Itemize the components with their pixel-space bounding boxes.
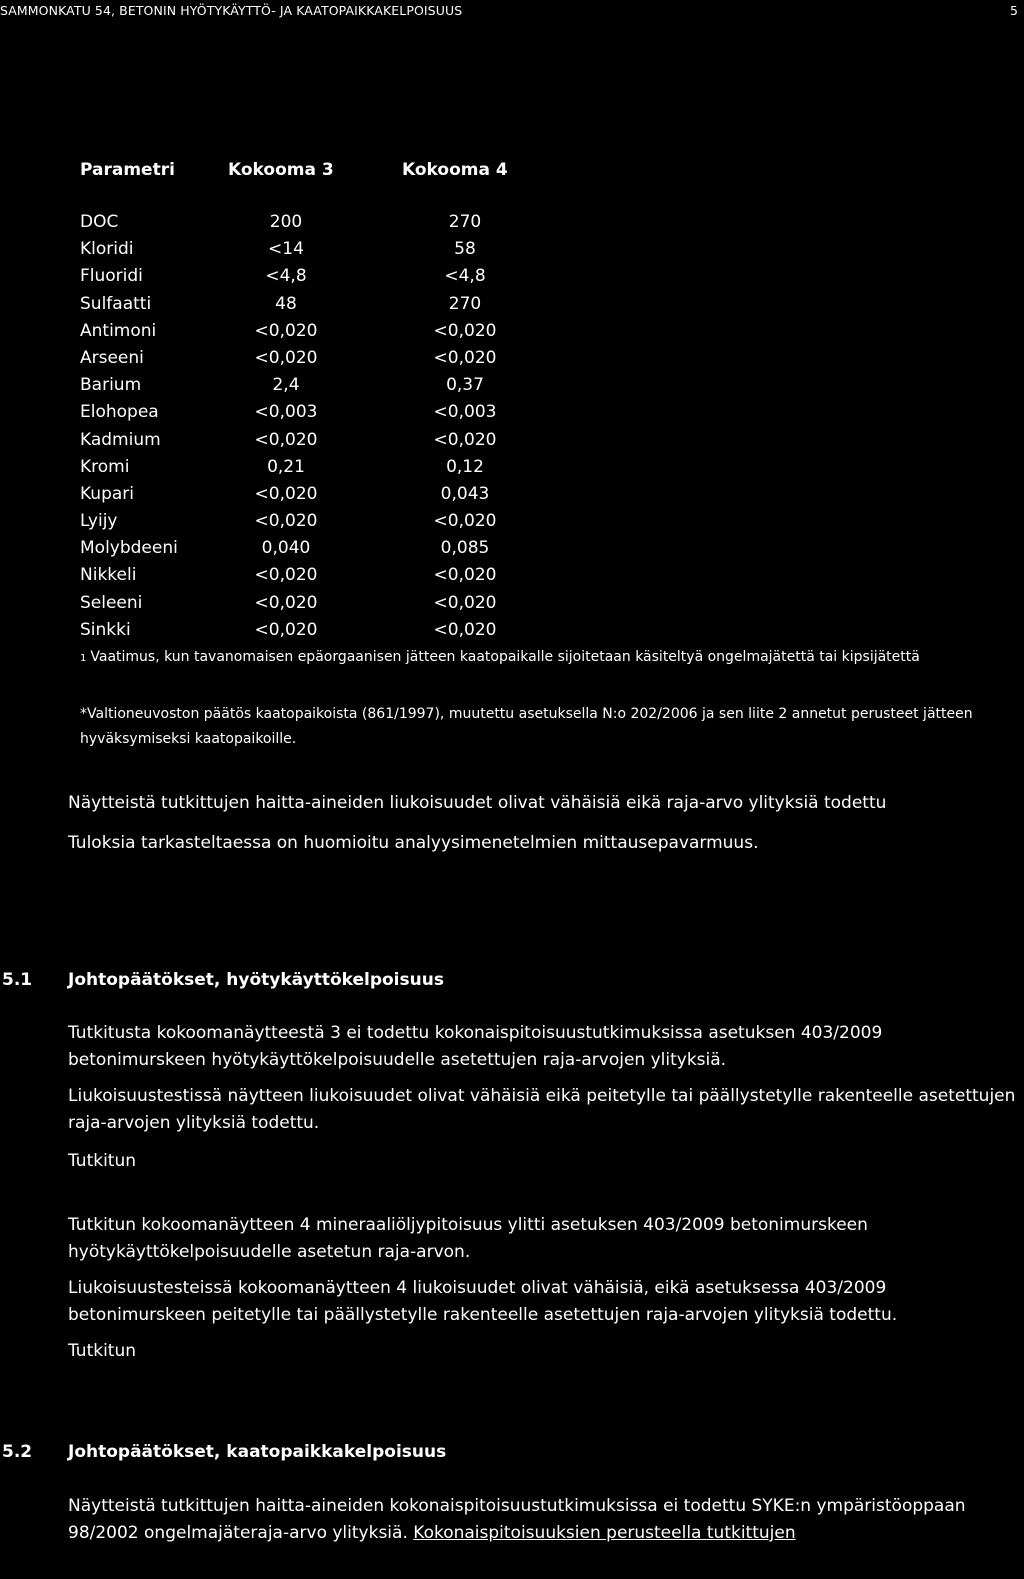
cell-parameter: [80, 538, 178, 558]
cell-parameter: [80, 212, 118, 232]
cell-parameter-value: Nikkeli: [80, 565, 137, 586]
cell-sample-3-value: 0,21: [267, 456, 305, 477]
table-row: [80, 511, 560, 538]
cell-sample-3-value: 200: [269, 212, 303, 232]
table-row: [80, 375, 560, 402]
table-row: [80, 321, 560, 348]
cell-sample-4-value: <0,020: [433, 429, 497, 450]
cell-parameter: [80, 593, 142, 613]
cell-parameter: [80, 266, 143, 286]
footnote-marker: 1: [80, 653, 87, 664]
cell-sample-3-value: 0,040: [261, 538, 311, 559]
cell-sample-3-value: <0,020: [254, 619, 318, 640]
cell-sample-3-value: <14: [268, 239, 304, 260]
cell-parameter: [80, 457, 129, 477]
cell-sample-3-value: <0,020: [254, 511, 318, 532]
cell-parameter-value: Molybdeeni: [80, 538, 178, 559]
section-5-1-paragraph: Tutkitun: [68, 1341, 137, 1361]
cell-sample-3-value: <0,020: [254, 483, 318, 504]
cell-sample-4-value: 0,085: [440, 538, 490, 559]
cell-parameter: [80, 375, 141, 395]
cell-sample-3-value: <0,020: [254, 592, 318, 613]
table-row: [80, 593, 560, 620]
section-5-1-title: Johtopäätökset, hyötykäyttökelpoisuus: [68, 970, 444, 990]
page-header: SAMMONKATU 54, BETONIN HYÖTYKÄYTTÖ- JA KAATOPAIKKAKELPOISUUS: [0, 3, 463, 18]
cell-sample-3-value: <0,020: [254, 347, 318, 368]
cell-sample-4-value: <0,020: [433, 565, 497, 586]
cell-sample-3-value: 2,4: [272, 375, 300, 396]
section-5-1-paragraph: Tutkitun kokoomanäytteen 4 mineraaliöljypitoisuus ylitti asetuksen 403/2009 betonimurskeen hyötykäyttökelpoisuudelle asetetun raja-arvon.: [68, 1215, 868, 1262]
cell-parameter-value: Sinkki: [80, 619, 131, 640]
cell-sample-4-value: <0,020: [433, 619, 497, 640]
table-row: [80, 620, 560, 647]
cell-sample-3-value: <0,020: [254, 429, 318, 450]
cell-parameter: [80, 430, 161, 450]
cell-sample-4-value: 0,37: [446, 375, 484, 396]
table-row: [80, 212, 560, 239]
table-row: [80, 266, 560, 293]
cell-parameter-value: Elohopea: [80, 402, 159, 423]
table-row: [80, 239, 560, 266]
cell-parameter: [80, 565, 136, 585]
page-number: 5: [1010, 3, 1018, 18]
table-row: [80, 484, 560, 511]
table-row: [80, 457, 560, 484]
table-row: [80, 538, 560, 565]
cell-parameter: [80, 620, 131, 640]
section-5-2-number: 5.2: [2, 1442, 33, 1462]
section-5-2-underlined-text: Kokonaispitoisuuksien perusteella tutkittujen: [413, 1523, 796, 1543]
table-row: [80, 402, 560, 429]
cell-parameter-value: Kadmium: [80, 429, 161, 450]
table-row: [80, 430, 560, 457]
cell-parameter-value: Kromi: [80, 456, 130, 477]
cell-sample-4-value: <0,020: [433, 347, 497, 368]
cell-sample-4-value: 270: [448, 293, 482, 314]
cell-parameter-value: Arseeni: [80, 347, 144, 368]
footnote-1: [80, 645, 1018, 670]
results-paragraph-1: Näytteistä tutkittujen haitta-aineiden liukoisuudet olivat vähäisiä eikä raja-arvo ylityksiä todettu: [68, 793, 887, 813]
cell-sample-3-value: <0,003: [254, 402, 318, 423]
results-paragraph-2: Tuloksia tarkasteltaessa on huomioitu analyysimenetelmien mittausepavarmuus.: [68, 833, 759, 853]
cell-parameter-value: Fluoridi: [80, 266, 143, 287]
cell-sample-4-value: <0,020: [433, 592, 497, 613]
cell-sample-4-value: 0,12: [446, 456, 484, 477]
cell-sample-4-value: <0,020: [433, 511, 497, 532]
cell-sample-4-value: <4,8: [444, 266, 486, 287]
cell-parameter-value: Sulfaatti: [80, 293, 152, 314]
footnote-1-text: Vaatimus, kun tavanomaisen epäorgaanisen jätteen kaatopaikalle sijoitetaan käsiteltyä ongelmajätettä tai kipsijätettä: [90, 649, 920, 665]
table-header-sample-3: Kokooma 3: [228, 160, 334, 180]
cell-parameter: [80, 321, 156, 341]
cell-parameter-value: Kloridi: [80, 239, 134, 260]
section-5-1-paragraph: Liukoisuustestissä näytteen liukoisuudet olivat vähäisiä eikä peitetylle tai päällystetylle rakenteelle asetettujen raja-arvojen ylityksiä todettu.: [68, 1086, 1016, 1133]
table-header-parameter: Parametri: [80, 160, 175, 180]
section-5-2-paragraph: [68, 1493, 1016, 1547]
cell-parameter-value: Lyijy: [80, 511, 118, 532]
cell-parameter-value: Seleeni: [80, 592, 143, 613]
section-5-2-title: Johtopäätökset, kaatopaikkakelpoisuus: [68, 1442, 447, 1462]
cell-parameter-value: Kupari: [80, 483, 134, 504]
section-5-1-paragraph: Liukoisuustesteissä kokoomanäytteen 4 liukoisuudet olivat vähäisiä, eikä asetuksessa 403/2009 betonimurskeen peitetylle tai päällystetylle rakenteelle asetettujen raja-arvojen ylityksiä todettu.: [68, 1278, 898, 1325]
cell-parameter-value: Barium: [80, 375, 142, 396]
cell-parameter: [80, 402, 159, 422]
results-table: [80, 212, 560, 647]
table-row: [80, 294, 560, 321]
cell-sample-4-value: 58: [454, 239, 476, 260]
cell-parameter: [80, 294, 151, 314]
table-row: [80, 348, 560, 375]
cell-sample-3-value: <0,020: [254, 565, 318, 586]
footnote-2: *Valtioneuvoston päätös kaatopaikoista (861/1997), muutettu asetuksella N:o 202/2006 ja sen liite 2 annetut perusteet jätteen hyväksymiseksi kaatopaikoille.: [80, 706, 973, 747]
section-5-1-number: 5.1: [2, 970, 33, 990]
cell-parameter-value: Antimoni: [80, 320, 157, 341]
cell-parameter: [80, 348, 144, 368]
cell-parameter: [80, 511, 117, 531]
cell-sample-3-value: <0,020: [254, 320, 318, 341]
table-row: [80, 565, 560, 592]
section-5-1-paragraph: Tutkitusta kokoomanäytteestä 3 ei todettu kokonaispitoisuustutkimuksissa asetuksen 403/2009 betonimurskeen hyötykäyttökelpoisuudelle asetettujen raja-arvojen ylityksiä.: [68, 1023, 883, 1070]
cell-sample-4-value: <0,003: [433, 402, 497, 423]
cell-sample-4-value: <0,020: [433, 320, 497, 341]
cell-sample-4-value: 0,043: [440, 483, 490, 504]
cell-parameter: [80, 239, 134, 259]
cell-sample-4-value: 270: [448, 212, 482, 232]
section-5-2-text: Näytteistä tutkittujen haitta-aineiden kokonaispitoisuustutkimuksissa ei todettu SYKE:n ympäristöoppaan 98/2002 ongelmajäteraja-arvo ylityksiä.: [68, 1496, 966, 1543]
cell-parameter-value: DOC: [80, 212, 119, 232]
section-5-1-paragraph: Tutkitun: [68, 1151, 137, 1171]
table-header-sample-4: Kokooma 4: [402, 160, 508, 180]
cell-sample-3-value: <4,8: [265, 266, 307, 287]
cell-parameter: [80, 484, 134, 504]
cell-sample-3-value: 48: [275, 293, 297, 314]
